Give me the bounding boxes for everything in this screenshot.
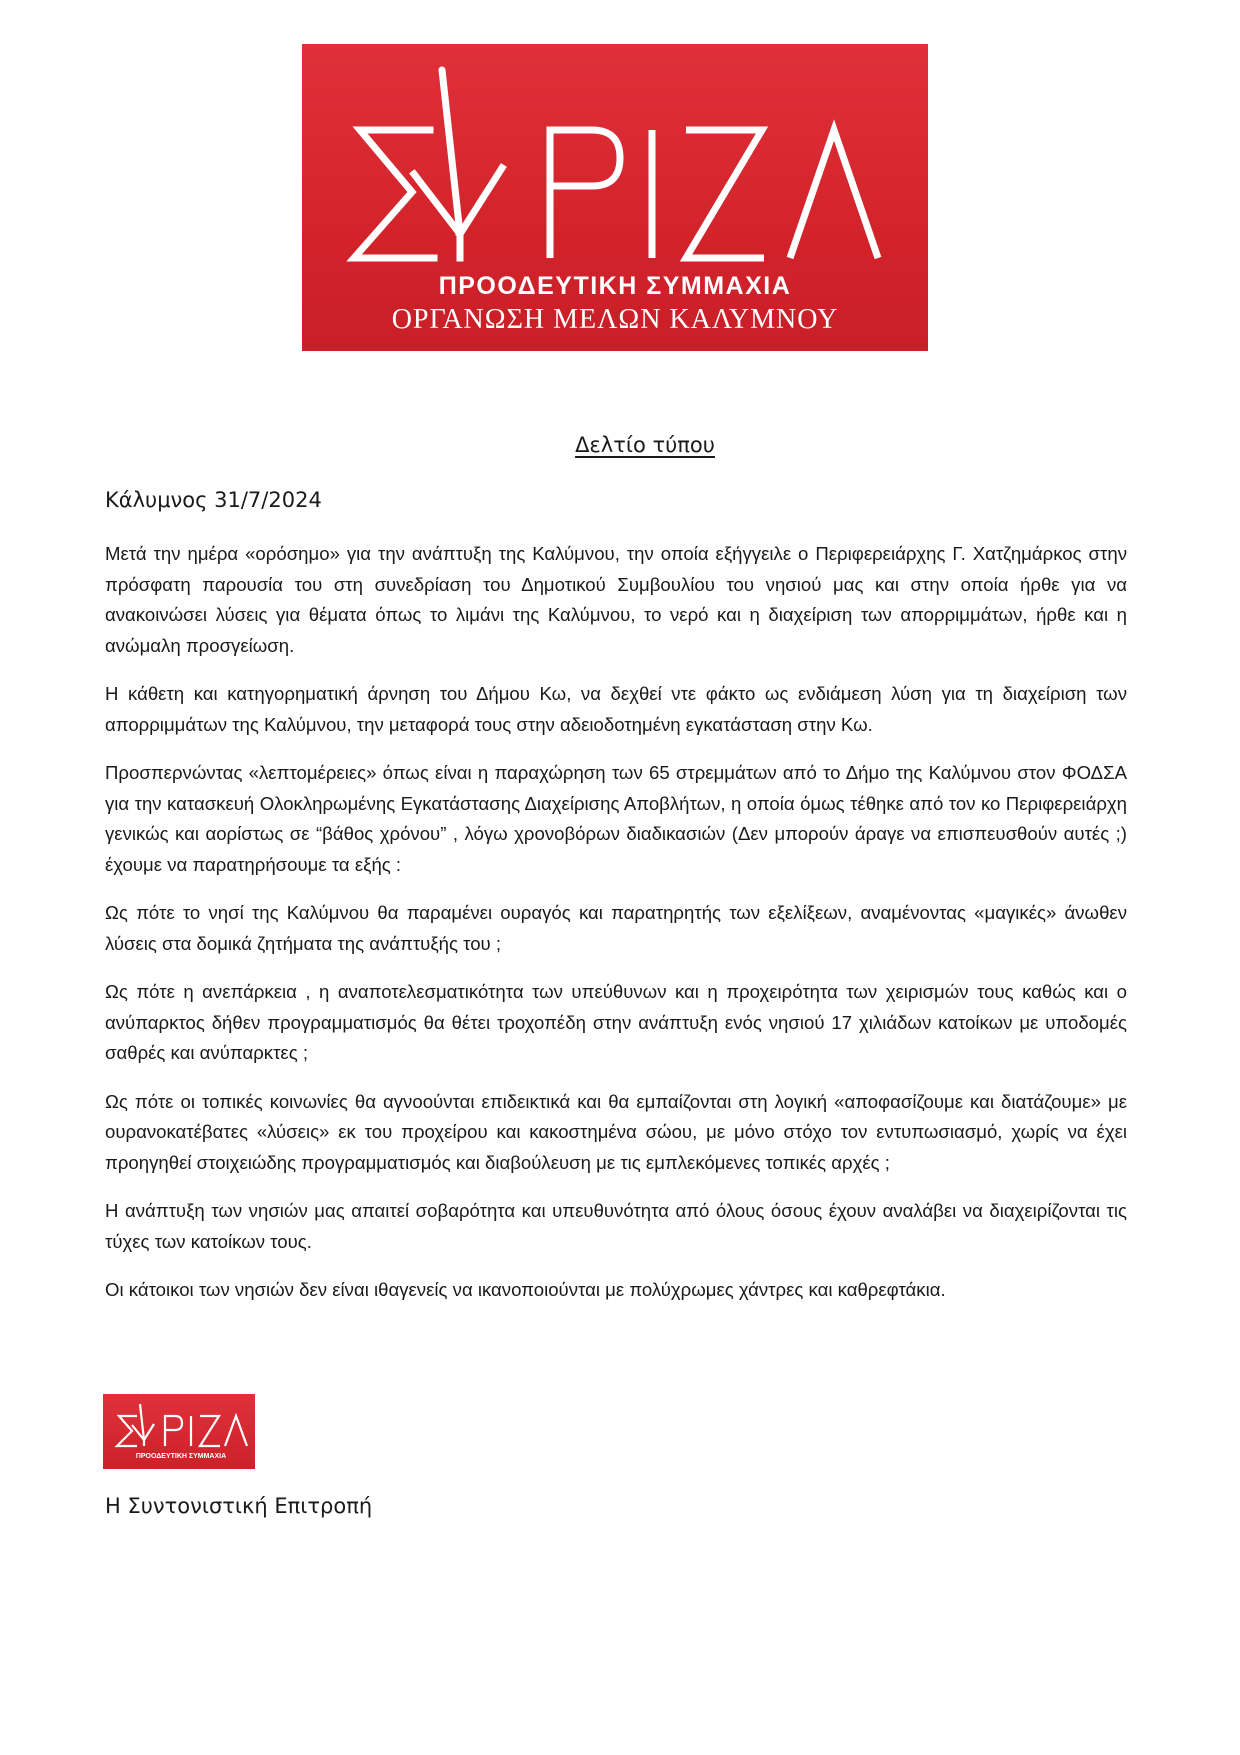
paragraph: Ως πότε οι τοπικές κοινωνίες θα αγνοούνται επιδεικτικά και θα εμπαίζονται στη λογική «αποφασίζουμε και διατάζουμε» με ουρανοκατέβατες «λύσεις» εκ του προχείρου και κακοστημένα σώου, με μόνο στόχο τον εντυπωσιασμό, χωρίς να έχει προηγηθεί στοιχειώδης προγραμματισμός και διαβούλευση με τις εμπλεκόμενες τοπικές αρχές ; <box>105 1090 1127 1173</box>
paragraph: Προσπερνώντας «λεπτομέρειες» όπως είναι η παραχώρηση των 65 στρεμμάτων από το Δήμο της Καλύμνου στον ΦΟΔΣΑ για την κατασκευή Ολοκληρωμένης Εγκατάστασης Διαχείρισης Αποβλήτων, η οποία όμως τέθηκε από τον κο Περιφερειάρχη γενικώς και αορίστως σε “βάθος χρόνου” , λόγω χρονοβόρων διαδικασιών (Δεν μπορούν άραγε να επισπευσθούν αυτές ;) έχουμε να παρατηρήσουμε τα εξής : <box>105 762 1127 875</box>
paragraph: Ως πότε το νησί της Καλύμνου θα παραμένει ουραγός και παρατηρητής των εξελίξεων, αναμένοντας «μαγικές» άνωθεν λύσεις στα δομικά ζητήματα της ανάπτυξής του ; <box>105 902 1127 954</box>
document-date: Κάλυμνος 31/7/2024 <box>105 488 322 512</box>
document-body <box>105 539 1127 1324</box>
banner-line1: ΠΡΟΟΔΕΥΤΙΚΗ ΣΥΜΜΑΧΙΑ <box>438 272 792 300</box>
syriza-logo-graphic <box>302 44 928 351</box>
header-banner-logo <box>302 44 928 351</box>
syriza-small-logo-graphic <box>103 1394 255 1469</box>
footer-logo-subtitle: ΠΡΟΟΔΕΥΤΙΚΗ ΣΥΜΜΑΧΙΑ <box>135 1453 227 1460</box>
paragraph: Ως πότε η ανεπάρκεια , η αναποτελεσματικότητα των υπεύθυνων και η προχειρότητα των χειρισμών τους καθώς και ο ανύπαρκτος δήθεν προγραμματισμός θα θέτει τροχοπέδη στην ανάπτυξη ενός νησιού 17 χιλιάδων κατοίκων με υποδομές σαθρές και ανύπαρκτες ; <box>105 981 1127 1063</box>
paragraph: Η κάθετη και κατηγορηματική άρνηση του Δήμου Κω, να δεχθεί ντε φάκτο ως ενδιάμεση λύση για τη διαχείριση των απορριμμάτων της Καλύμνου, την μεταφορά τους στην αδειοδοτημένη εγκατάσταση στην Κω. <box>105 683 1127 735</box>
document-title-text: Δελτίο τύπου <box>575 433 715 457</box>
footer-logo <box>103 1394 255 1469</box>
paragraph: Η ανάπτυξη των νησιών μας απαιτεί σοβαρότητα και υπευθυνότητα από όλους όσους έχουν αναλάβει να διαχειρίζονται τις τύχες των κατοίκων τους. <box>105 1200 1127 1252</box>
paragraph: Μετά την ημέρα «ορόσημο» για την ανάπτυξη της Καλύμνου, την οποία εξήγγειλε ο Περιφερειάρχης Γ. Χατζημάρκος στην πρόσφατη παρουσία του στη συνεδρίαση του Δημοτικού Συμβουλίου του νησιού μας και στην οποία ήρθε για να ανακοινώσει λύσεις για θέματα όπως το λιμάνι της Καλύμνου, το νερό και η διαχείριση των απορριμμάτων, ήρθε και η ανώμαλη προσγείωση. <box>105 543 1127 656</box>
document-title <box>0 433 1240 457</box>
banner-line2: ΟΡΓΑΝΩΣΗ ΜΕΛΩΝ ΚΑΛΥΜΝΟΥ <box>391 304 839 335</box>
paragraph: Οι κάτοικοι των νησιών δεν είναι ιθαγενείς να ικανοποιούνται με πολύχρωμες χάντρες και καθρεφτάκια. <box>105 1279 946 1300</box>
signature: Η Συντονιστική Επιτροπή <box>105 1494 373 1518</box>
